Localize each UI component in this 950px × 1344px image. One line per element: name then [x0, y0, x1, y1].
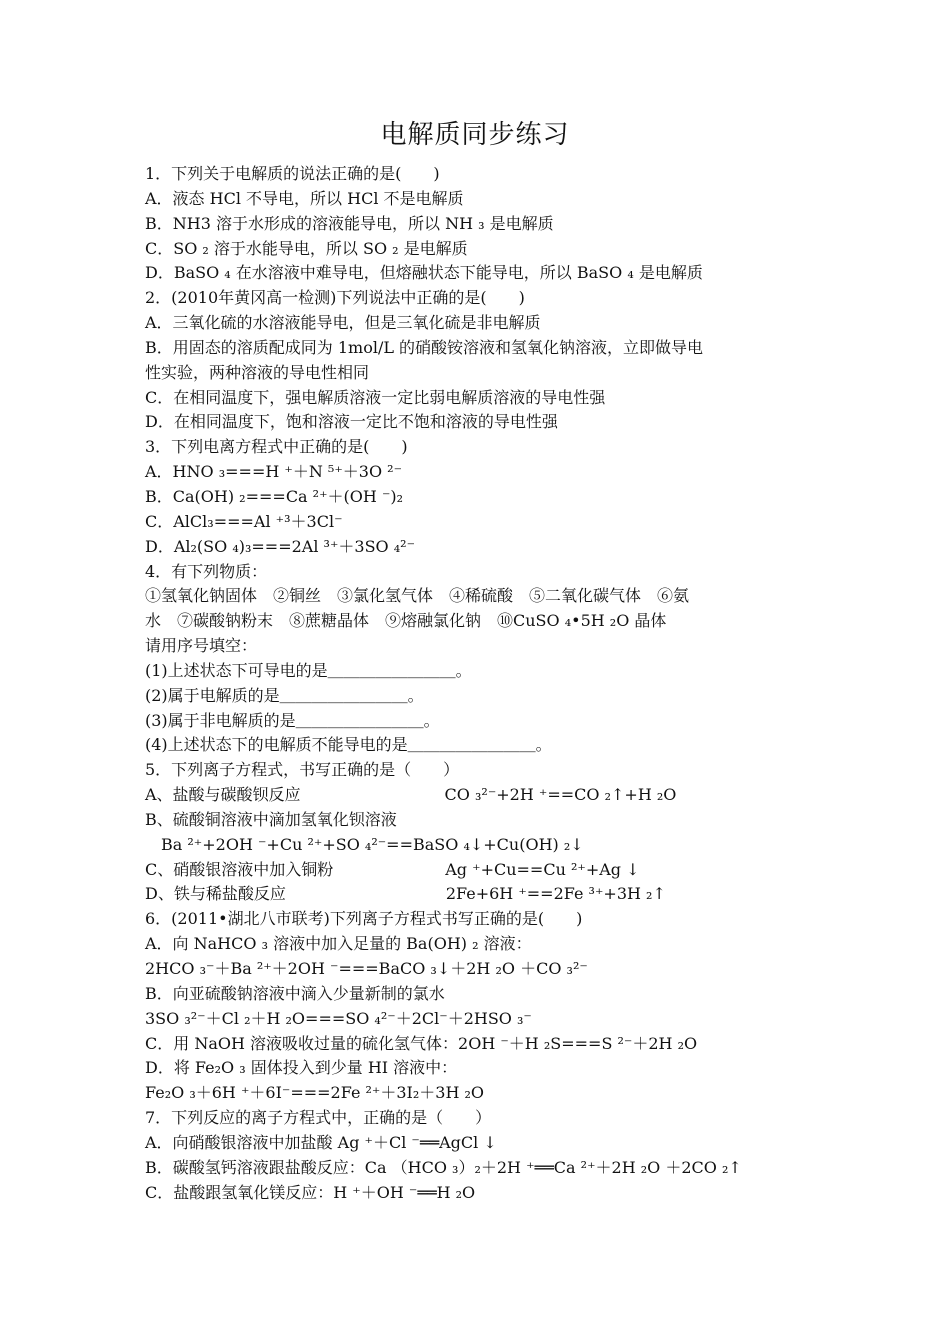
question-7-option-c: C．盐酸跟氢氧化镁反应：H ⁺＋OH ⁻══H ₂O — [145, 1182, 476, 1202]
question-2-option-b: B．用固态的溶质配成同为 1mol/L 的硝酸铵溶液和氢氧化钠溶液，立即做导电 — [145, 337, 704, 357]
question-6-option-d-equation: Fe₂O ₃＋6H ⁺＋6I⁻===2Fe ²⁺＋3I₂＋3H ₂O — [145, 1083, 485, 1103]
question-4-stem: 4．有下列物质： — [145, 561, 268, 581]
question-3-option-c: C．AlCl₃===Al ⁺³＋3Cl⁻ — [145, 511, 343, 531]
question-6-option-a: A．向 NaHCO ₃ 溶液中加入足量的 Ba(OH) ₂ 溶液： — [145, 934, 532, 954]
document-body — [145, 162, 813, 1205]
question-4-substances-2: 水 ⑦碳酸钠粉末 ⑧蔗糖晶体 ⑨熔融氯化钠 ⑩CuSO ₄•5H ₂O 晶体 — [145, 611, 667, 631]
question-2-option-c: C．在相同温度下，强电解质溶液一定比弱电解质溶液的导电性强 — [145, 387, 606, 407]
question-4-substances-1: ①氢氧化钠固体 ②铜丝 ③氯化氢气体 ④稀硫酸 ⑤二氧化碳气体 ⑥氨 — [145, 586, 690, 606]
question-6-option-d: D．将 Fe₂O ₃ 固体投入到少量 HI 溶液中： — [145, 1058, 458, 1078]
question-1-stem: 1．下列关于电解质的说法正确的是( ) — [145, 164, 440, 183]
question-1-option-c: C．SO ₂ 溶于水能导电，所以 SO ₂ 是电解质 — [145, 238, 468, 258]
question-6-option-b-equation: 3SO ₃²⁻＋Cl ₂＋H ₂O===SO ₄²⁻＋2Cl⁻＋2HSO ₃⁻ — [145, 1008, 532, 1028]
question-2-option-d: D．在相同温度下，饱和溶液一定比不饱和溶液的导电性强 — [145, 412, 558, 432]
question-4-blank-4: (4)上述状态下的电解质不能导电的是＿＿＿＿＿＿＿＿。 — [145, 735, 552, 755]
question-2-option-a: A．三氧化硫的水溶液能导电，但是三氧化硫是非电解质 — [145, 313, 541, 333]
question-3-option-a: A．HNO ₃===H ⁺＋N ⁵⁺＋3O ²⁻ — [145, 462, 403, 482]
question-4-blank-2: (2)属于电解质的是＿＿＿＿＿＿＿＿。 — [145, 685, 424, 705]
question-1-option-d: D．BaSO ₄ 在水溶液中难导电，但熔融状态下能导电，所以 BaSO ₄ 是电解质 — [145, 263, 703, 283]
question-5-stem: 5．下列离子方程式，书写正确的是（ ） — [145, 760, 460, 780]
question-3-stem: 3．下列电离方程式中正确的是( ) — [145, 437, 408, 457]
question-5-option-a: A、盐酸与碳酸钡反应 CO ₃²⁻+2H ⁺==CO ₂↑+H ₂O — [145, 785, 677, 805]
question-3-option-d: D．Al₂(SO ₄)₃===2Al ³⁺＋3SO ₄²⁻ — [145, 536, 416, 556]
question-6-option-b: B．向亚硫酸钠溶液中滴入少量新制的氯水 — [145, 983, 445, 1003]
question-2-stem: 2．(2010年黄冈高一检测)下列说法中正确的是( ) — [145, 288, 525, 308]
question-7-option-b: B．碳酸氢钙溶液跟盐酸反应：Ca （HCO ₃）₂＋2H ⁺══Ca ²⁺＋2H ₂O ＋2CO ₂↑ — [145, 1157, 742, 1177]
question-1-option-b: B．NH3 溶于水形成的溶液能导电，所以 NH ₃ 是电解质 — [145, 213, 554, 233]
question-2-option-b-cont: 性实验，两种溶液的导电性相同 — [145, 362, 370, 382]
question-4-instruction: 请用序号填空： — [145, 636, 258, 656]
question-7-option-a: A．向硝酸银溶液中加盐酸 Ag ⁺＋Cl ⁻══AgCl ↓ — [145, 1132, 497, 1152]
document-title: 电解质同步练习 — [380, 120, 570, 150]
question-6-stem: 6．(2011•湖北八市联考)下列离子方程式书写正确的是( ) — [145, 909, 583, 929]
question-3-option-b: B．Ca(OH) ₂===Ca ²⁺＋(OH ⁻)₂ — [145, 486, 404, 506]
question-6-option-a-equation: 2HCO ₃⁻＋Ba ²⁺＋2OH ⁻===BaCO ₃↓＋2H ₂O ＋CO ₃²⁻ — [145, 959, 588, 978]
question-1-option-a: A．液态 HCl 不导电，所以 HCl 不是电解质 — [145, 188, 464, 208]
question-5-option-b: B、硫酸铜溶液中滴加氢氧化钡溶液 — [145, 809, 397, 829]
question-7-stem: 7．下列反应的离子方程式中，正确的是（ ） — [145, 1108, 492, 1128]
question-5-option-c: C、硝酸银溶液中加入铜粉 Ag ⁺+Cu==Cu ²⁺+Ag ↓ — [145, 859, 640, 879]
question-5-option-d: D、铁与稀盐酸反应 2Fe+6H ⁺==2Fe ³⁺+3H ₂↑ — [145, 884, 666, 904]
question-4-blank-1: (1)上述状态下可导电的是＿＿＿＿＿＿＿＿。 — [145, 660, 472, 680]
question-4-blank-3: (3)属于非电解质的是＿＿＿＿＿＿＿＿。 — [145, 710, 440, 730]
question-5-option-b-equation: Ba ²⁺+2OH ⁻+Cu ²⁺+SO ₄²⁻==BaSO ₄↓+Cu(OH) ₂↓ — [145, 834, 584, 854]
question-6-option-c: C．用 NaOH 溶液吸收过量的硫化氢气体：2OH ⁻＋H ₂S===S ²⁻＋2H ₂O — [145, 1033, 698, 1053]
